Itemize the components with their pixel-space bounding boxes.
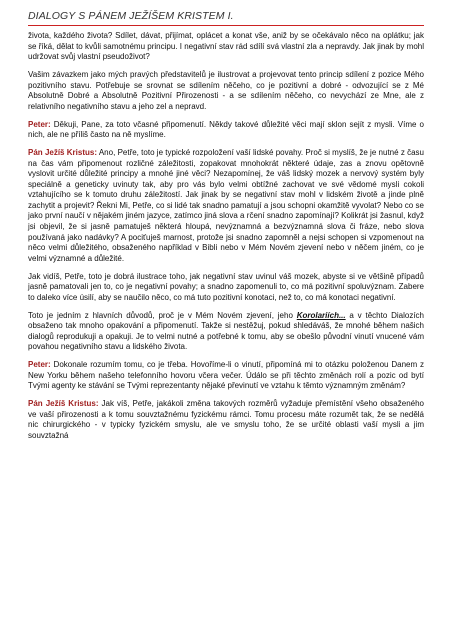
paragraph-text: a v těchto Dialozích obsaženo tak mnoho opakování a připomenutí. Takže si nestěžuj, pokud shledáváš, že mnohé během našich dialogů reprodukuji a opakuji. Je to velmi nutné a potřebné k tomu, aby se obešlo původní vinutí vnucené vám povahou negativního stavu a lidského života. — [28, 310, 424, 352]
paragraph-text: Vašim závazkem jako mých pravých představitelů je ilustrovat a projevovat tento princip sdílení z pozice Mého pozitivního stavu. Potřebuje se srovnat se sdílením něčeho, co je pozitivní a dobré - odvozující se z Mé Absolutně Dobré a Absolutně Pozitivní Přirozenosti - a se sdílením něčeho, co nevychází ze Mne, ale z relativního negativního stavu a jeho zel a nepravd. — [28, 69, 424, 111]
paragraph-text: života, každého života? Sdílet, dávat, přijímat, oplácet a konat vše, aniž by se očekávalo něco na oplátku; jak se říká, dělat to kvůli samotnému principu. I negativní stav rád sdílí svá vlastní zla a nepravdy. Jak jinak by mohl udržovat svůj vlastní pseudoživot? — [28, 31, 424, 62]
paragraph-text: Dokonale rozumím tomu, co je třeba. Hovoříme-li o vinutí, připomíná mi to otázku položenou Danem z New Yorku během našeho telefonního hovoru včera večer. Údálo se při těchto změnách rolí a pozic od bytí Tvými agenty ke stávání se Tvými reprezentanty nějaké převinutí ve vztahu k těmto významným změnám? — [28, 360, 424, 391]
speaker-label: Peter: — [28, 360, 51, 370]
paragraph — [28, 31, 424, 63]
speaker-label: Pán Ježíš Kristus: — [28, 399, 99, 409]
paragraph — [28, 148, 424, 265]
paragraph — [28, 311, 424, 353]
page-header-title: DIALOGY S PÁNEM JEŽÍŠEM KRISTEM I. — [28, 10, 234, 22]
paragraph — [28, 360, 424, 392]
paragraph-text: Jak víš, Petře, jakákoli změna takových rozměrů vyžaduje přemístění všeho obsaženého ve vaší přirozenosti a k tomu souvztažnému fyzickému rámci. Tomu procesu máte rozumět tak, že se nedělá nic chirurgického - v typicky fyzickém smyslu, ale ve smyslu toho, že se určité oblasti vaší mysli a jim souvztažná — [28, 399, 424, 440]
paragraph-text: Toto je jedním z hlavních důvodů, proč je v Mém Novém zjevení, jeho — [28, 310, 297, 320]
paragraph-text: Děkuji, Pane, za toto včasné připomenutí. Někdy takové důležité věci mají sklon sejít z mysli. Víme o nich, ale ne příliš často na ně myslíme. — [28, 119, 424, 140]
document-body — [28, 31, 424, 449]
paragraph — [28, 272, 424, 304]
header-rule — [28, 25, 424, 26]
paragraph — [28, 120, 424, 141]
paragraph — [28, 399, 424, 441]
paragraph-text: Jak vidíš, Petře, toto je dobrá ilustrace toho, jak negativní stav uvinul váš mozek, abyste si ve většině případů jasně pamatovali jen to, co je negativní povahy; a snadno zapomenuli to, co má pozitivní spoluvýznam. Zabere to daleko více úsilí, aby se naučilo něco, co má tuto pozitivní konotaci, než to, co má konotaci negativní. — [28, 271, 424, 302]
paragraph — [28, 70, 424, 112]
speaker-label: Peter: — [28, 119, 51, 129]
korolarie-link[interactable]: Korolariích... — [296, 310, 346, 320]
speaker-label: Pán Ježíš Kristus: — [28, 147, 98, 157]
paragraph-text: Ano, Petře, toto je typické rozpoložení vaší lidské povahy. Proč si myslíš, že je nutné z času na čas vám připomenout rozličné záležitosti, zopakovat mnohokrát některé údaje, zas a znovu opětovně vyslovit určité důležité principy a mnohé jiné věci? Nezapomínej, že váš lidský mozek a nervový systém byly speciálně a geneticky uvinuty tak, aby pro vás bylo velmi obtížné zachovat ve své vědomé mysli cokoli vztahujícího se k tomuto druhu záležitostí. Jak jinak by se negativní stav mohl v lidském životě a jinde plně zachytit a projevit? Řekni Mi, Petře, co si lidé tak snadno pamatují a jsou schopni okamžitě vyvolat? Nebo co se jako první naučí v nějakém jiném jazyce, zatímco jiná slova a rčení snadno zapomínají? Kolikrát jsi žasnul, když jsi objevil, že si jasně pamatuješ některá hloupá, nevýznamná a bezvýznamná slova či fráze, nebo slova používaná jako nadávky? A pociťuješ marnost, protože jsi snadno zapomněl a nejsi schopen si vzpomenout na něco velmi důležitého, obsaženého například v Bibli nebo v Mém Novém zjevení nebo v něčem jiném, co je velmi významné a důležité. — [28, 147, 425, 263]
